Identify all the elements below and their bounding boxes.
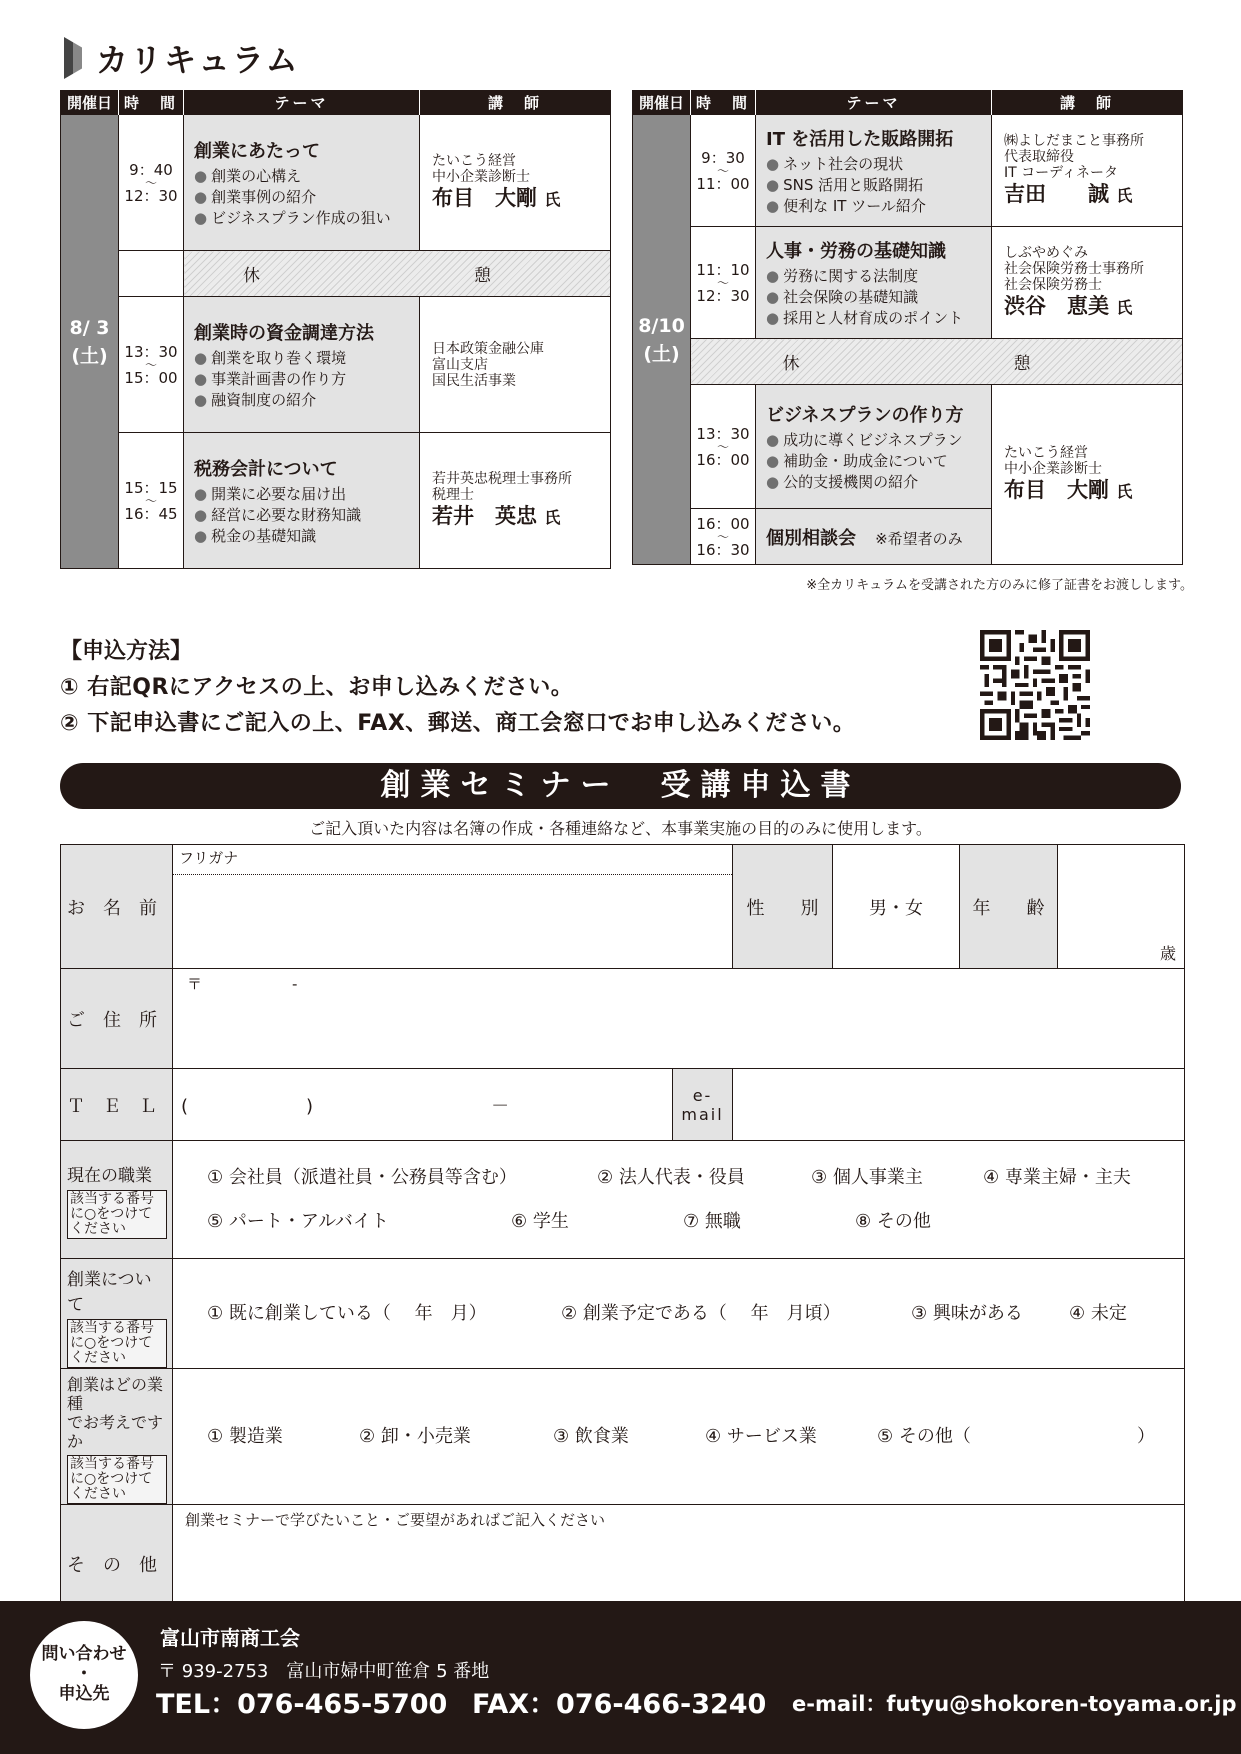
circle-note: 該当する番号に○をつけてください [67, 1319, 167, 1368]
session-theme: 創業時の資金調達方法 ● 創業を取り巻く環境 ● 事業計画書の作り方 ● 融資制度の紹介 [184, 297, 420, 433]
startup-option[interactable]: ③ 興味がある [911, 1302, 1023, 1324]
header-lecturer: 講 師 [420, 91, 611, 115]
job-option[interactable]: ⑧ その他 [855, 1210, 931, 1232]
industry-option[interactable]: ② 卸・小売業 [359, 1425, 471, 1447]
session-date: 8/ 3 (土) [61, 115, 119, 569]
job-option[interactable]: ① 会社員（派遣社員・公務員等含む） [207, 1166, 517, 1188]
job-option[interactable]: ⑦ 無職 [683, 1210, 741, 1232]
header-date: 開催日 [633, 91, 691, 115]
session-date: 8/10 (土) [633, 115, 691, 565]
org-fax: FAX：076-466-3240 [472, 1689, 767, 1720]
session-lecturer: たいこう経営 中小企業診断士 布目 大剛 氏 [992, 385, 1183, 565]
curriculum-heading [64, 36, 300, 80]
session-time: 13：30 ～ 16：00 [691, 385, 756, 509]
gender-choice[interactable]: 男・女 [833, 845, 960, 969]
header-lecturer: 講 師 [992, 91, 1183, 115]
session-time: 11：10 ～ 12：30 [691, 227, 756, 339]
job-option[interactable]: ⑤ パート・アルバイト [207, 1210, 389, 1232]
apply-line-2: ② 下記申込書にご記入の上、FAX、郵送、商工会窓口でお申し込みください。 [60, 711, 856, 736]
session-time: 9：40 ～ 12：30 [119, 115, 184, 251]
session-lecturer: ㈱よしだまこと事務所 代表取締役 IT コーディネータ 吉田 誠 氏 [992, 115, 1183, 227]
org-name: 富山市南商工会 [160, 1626, 300, 1650]
org-email[interactable]: e-mail：futyu@shokoren-toyama.or.jp [792, 1692, 1237, 1716]
job-options [173, 1141, 1185, 1259]
job-option[interactable]: ② 法人代表・役員 [597, 1166, 745, 1188]
industry-option[interactable]: ③ 飲食業 [553, 1425, 629, 1447]
email-label: e-mail [673, 1069, 733, 1141]
session-theme: ビジネスプランの作り方 ● 成功に導くビジネスプラン ● 補助金・助成金について ● 公的支援機関の紹介 [756, 385, 992, 509]
form-banner: 創業セミナー 受講申込書 [60, 763, 1181, 809]
age-label: 年 齢 [960, 845, 1058, 969]
header-time: 時 間 [691, 91, 756, 115]
curriculum-title: カリキュラム [96, 41, 300, 79]
session-time: 16：00 ～ 16：30 [691, 509, 756, 565]
session-theme: IT を活用した販路開拓 ● ネット社会の現状 ● SNS 活用と販路開拓 ● 便利な IT ツール紹介 [756, 115, 992, 227]
curriculum-table-right [632, 90, 1183, 565]
job-option[interactable]: ⑥ 学生 [511, 1210, 569, 1232]
session-theme: 創業にあたって ● 創業の心構え ● 創業事例の紹介 ● ビジネスプラン作成の狙い [184, 115, 420, 251]
startup-label: 創業について 該当する番号に○をつけてください [61, 1259, 173, 1369]
rest-break: 休 憩 [184, 251, 611, 297]
name-field[interactable] [173, 845, 733, 969]
org-address: 〒 939-2753 富山市婦中町笹倉 5 番地 [158, 1661, 490, 1682]
privacy-note: ご記入頂いた内容は名簿の作成・各種連絡など、本事業実施の目的のみに使用します。 [309, 819, 932, 838]
job-option[interactable]: ③ 個人事業主 [811, 1166, 923, 1188]
circle-note: 該当する番号に○をつけてください [67, 1190, 167, 1239]
application-form [60, 844, 1185, 1623]
age-input[interactable]: 歳 [1058, 845, 1185, 969]
header-date: 開催日 [61, 91, 119, 115]
email-input[interactable] [733, 1069, 1185, 1141]
session-time: 13：30 ～ 15：00 [119, 297, 184, 433]
session-theme: 個別相談会 ※希望者のみ [756, 509, 992, 565]
heading-marker-icon [64, 37, 82, 79]
session-theme: 人事・労務の基礎知識 ● 労務に関する法制度 ● 社会保険の基礎知識 ● 採用と人材育成のポイント [756, 227, 992, 339]
org-tel: TEL：076-465-5700 [156, 1689, 448, 1720]
session-time: 9：30 ～ 11：00 [691, 115, 756, 227]
startup-option[interactable]: ④ 未定 [1069, 1302, 1127, 1324]
session-lecturer: 日本政策金融公庫 富山支店 国民生活事業 [420, 297, 611, 433]
industry-option[interactable]: ④ サービス業 [705, 1425, 817, 1447]
other-label: そ の 他 [61, 1505, 173, 1623]
industry-options: ① 製造業 ② 卸・小売業 ③ 飲食業 ④ サービス業 ⑤ その他（ ） [173, 1369, 1185, 1505]
tel-label: Ｔ Ｅ Ｌ [61, 1069, 173, 1141]
apply-line-1: ① 右記QRにアクセスの上、お申し込みください。 [60, 675, 574, 700]
circle-note: 該当する番号に○をつけてください [67, 1455, 167, 1504]
curriculum-table-left [60, 90, 611, 569]
session-lecturer: 若井英忠税理士事務所 税理士 若井 英忠 氏 [420, 433, 611, 569]
contact-badge: 問い合わせ ・ 申込先 [30, 1621, 138, 1729]
session-time: 15：15 ～ 16：45 [119, 433, 184, 569]
job-label: 現在の職業 該当する番号に○をつけてください [61, 1141, 173, 1259]
name-input[interactable] [173, 875, 732, 967]
gender-label: 性 別 [733, 845, 833, 969]
tel-input[interactable]: ( ) － [173, 1069, 673, 1141]
name-label: お 名 前 [61, 845, 173, 969]
session-lecturer: たいこう経営 中小企業診断士 布目 大剛 氏 [420, 115, 611, 251]
rest-break: 休 憩 [691, 339, 1183, 385]
furigana-field[interactable]: フリガナ [173, 845, 732, 875]
qr-code-icon[interactable] [980, 630, 1090, 740]
industry-option[interactable]: ⑤ その他（ [877, 1425, 971, 1447]
apply-heading: 【申込方法】 [60, 639, 193, 664]
session-theme: 税務会計について ● 開業に必要な届け出 ● 経営に必要な財務知識 ● 税金の基礎知識 [184, 433, 420, 569]
startup-option[interactable]: ② 創業予定である（ 年 月頃） [561, 1302, 841, 1324]
industry-label: 創業はどの業種 でお考えですか 該当する番号に○をつけてください [61, 1369, 173, 1505]
address-label: ご 住 所 [61, 969, 173, 1069]
header-theme: テーマ [756, 91, 992, 115]
job-option[interactable]: ④ 専業主婦・主夫 [983, 1166, 1131, 1188]
curriculum-note: ※全カリキュラムを受講された方のみに修了証書をお渡しします。 [806, 578, 1193, 593]
industry-option[interactable]: ① 製造業 [207, 1425, 283, 1447]
address-input[interactable]: 〒 - [173, 969, 1185, 1069]
other-input[interactable]: 創業セミナーで学びたいこと・ご要望があればご記入ください [173, 1505, 1185, 1623]
header-theme: テーマ [184, 91, 420, 115]
startup-options [173, 1259, 1185, 1369]
startup-option[interactable]: ① 既に創業している（ 年 月） [207, 1302, 487, 1324]
session-lecturer: しぶやめぐみ 社会保険労務士事務所 社会保険労務士 渋谷 恵美 氏 [992, 227, 1183, 339]
header-time: 時 間 [119, 91, 184, 115]
